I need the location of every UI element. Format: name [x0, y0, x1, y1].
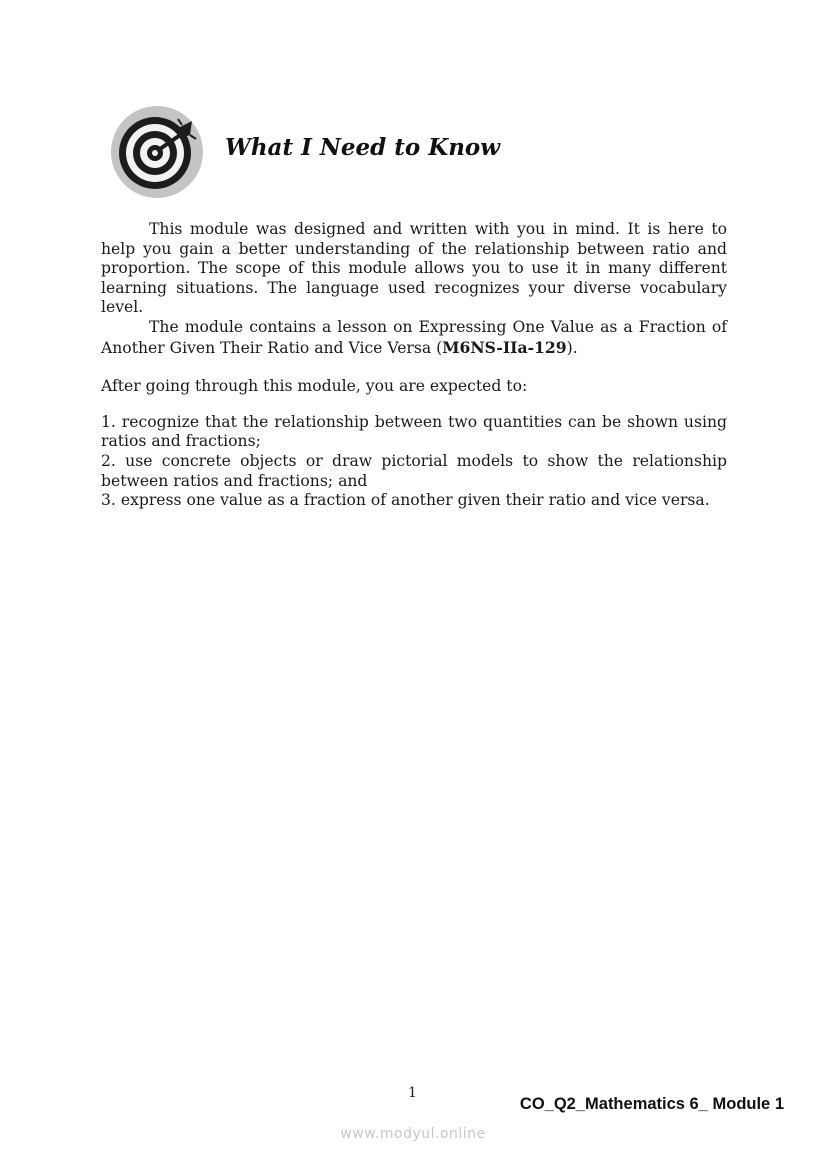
- intro-paragraph: This module was designed and written with you in mind. It is here to help you gain a better understanding of the relationship between ratio and proportion. The scope of this module allows you to use it in many different learning situations. The language used recognizes your diverse vocabulary level.: [101, 220, 727, 317]
- list-item: 3. express one value as a fraction of another given their ratio and vice versa.: [101, 491, 710, 510]
- competency-code: M6NS-IIa-129: [442, 337, 567, 357]
- lesson-text-end: ).: [566, 338, 578, 357]
- list-item: 2. use concrete objects or draw pictorial models to show the relationship between ratios and fractions; and: [101, 451, 727, 490]
- expectations-intro: After going through this module, you are expected to:: [101, 377, 528, 396]
- lesson-text: The module contains a lesson on Expressing One Value as a Fraction of Another Given Their Ratio and Vice Versa (: [101, 317, 727, 357]
- list-item: 1. recognize that the relationship between two quantities can be shown using ratios and fractions;: [101, 412, 727, 451]
- page-number: 1: [408, 1085, 417, 1101]
- watermark: www.modyul.online: [340, 1126, 486, 1142]
- module-footer-label: CO_Q2_Mathematics 6_ Module 1: [519, 1095, 784, 1113]
- target-bullseye-icon: [110, 105, 204, 199]
- objectives-list: [101, 413, 727, 511]
- lesson-paragraph: [101, 318, 727, 358]
- section-title: What I Need to Know: [225, 134, 501, 161]
- module-content: [101, 220, 727, 511]
